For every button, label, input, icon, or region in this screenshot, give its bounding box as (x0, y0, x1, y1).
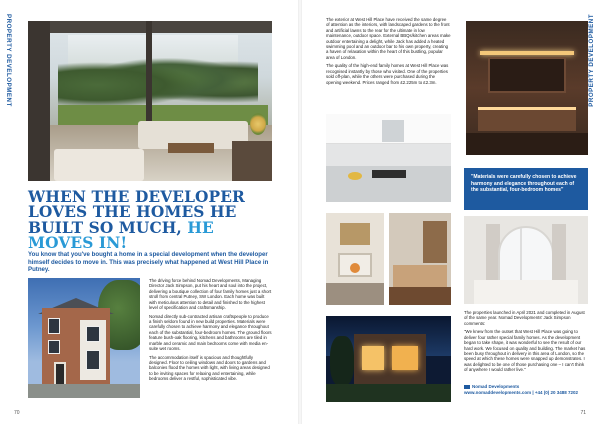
body-paragraph: "We knew from the outset that West Hill Place was going to deliver four rather special family homes. As the development began to take shape, it was wonderful to see the result of our hard work. We focused on quality and building. The market has been busy throughout in delivery in this area of London, so the speed at which these homes were snapped up demonstrates. I was delighted to be one of those purchasing one – I can't think of anywhere I would rather live." (464, 329, 586, 373)
headline (28, 190, 272, 252)
night-exterior-photo (326, 316, 451, 402)
section-label: PROPERTY DEVELOPMENT (5, 14, 12, 107)
living-room-photo (326, 213, 384, 305)
body-paragraph: Nomad directly sub-contracted artisan craftspeople to produce a finish seldom found in new build properties. Materials were carefully chosen to achieve harmony and elegance throughout each of the substantial, four-bedroom homes. The ground floors feature bush-oak flooring, kitchens and bathrooms are tiled in marble and ceramic and main bedrooms come with media en-suite wet rooms. (149, 313, 272, 352)
contact-bar-icon (464, 385, 470, 389)
spine-gutter (298, 0, 302, 424)
bedroom-arched-window-photo (464, 216, 588, 304)
right-body-column-top (326, 17, 451, 88)
section-tab-right (586, 0, 600, 424)
right-body-column-bottom (464, 310, 586, 376)
contact-name: Nomad Developments (472, 384, 520, 389)
contact-details[interactable]: www.nomaddevelopments.com | +44 (0) 20 3488 7202 (464, 390, 579, 395)
contact-info (464, 384, 592, 396)
page-number-left: 70 (14, 410, 20, 416)
hero-living-room-photo (28, 21, 272, 181)
standfirst: You know that you've bought a home in a special development when the developer himself decides to move in. This was precisely what happened at West Hill Place in Putney. (28, 251, 269, 274)
section-label: PROPERTY DEVELOPMENT (588, 14, 595, 107)
page-number-right: 71 (580, 410, 586, 416)
house-exterior-photo (28, 278, 140, 398)
right-page (300, 0, 600, 424)
body-paragraph: The quality of the high-end family homes at West Hill Place was recognised instantly by those who visited. One of the properties sold off-plan, while the others were purchased during the opening weekend. Prices ranged from £2.225m to £2.3m. (326, 63, 449, 85)
kitchen-photo (326, 114, 451, 202)
body-paragraph: The exterior at West Hill Place have received the same degree of attention as the interiors, with landscaped gardens to the front and artificial lawns to the rear for the ultimate in low maintenance, outdoor space. External BBQs/kitchen areas make outdoor entertaining a delight, while Jack has added a heated swimming pool and an outdoor bar to his own property, creating a haven of relaxation within the heart of this bustling, popular area of London. (326, 17, 451, 60)
body-paragraph: The properties launched in April 2021 and completed in August of the same year. Nomad Developments' Jack Simpson comments: (464, 310, 585, 326)
body-paragraph: The driving force behind Nomad Developments, Managing Director Jack Simpson, put his heart and soul into the project, delivering a boutique collection of four family homes just a short stroll from central Putney, SW London. Each home was built with meticulous attention to detail and finished to the highest level of specification and craftsmanship. (149, 278, 272, 311)
headline-main: WHEN THE DEVELOPER LOVES THE HOMES HE BUILT SO MUCH, (28, 188, 245, 237)
reception-room-photo (389, 213, 451, 305)
body-paragraph: The accommodation itself is spacious and thoughtfully designed. Floor to ceiling windows and doors to gardens and balconies flood the homes with light, with living areas designed to be inviting spaces for relaxing and entertaining, while bedrooms deliver a restful, sophisticated vibe. (149, 354, 270, 382)
bathroom-photo (466, 21, 588, 155)
left-body-column (149, 278, 272, 385)
section-tab-left (0, 0, 14, 424)
pull-quote: "Materials were carefully chosen to achieve harmony and elegance throughout each of the substantial, four-bedroom homes" (464, 168, 588, 210)
headline-highlight: HE MOVES IN! (28, 218, 214, 253)
